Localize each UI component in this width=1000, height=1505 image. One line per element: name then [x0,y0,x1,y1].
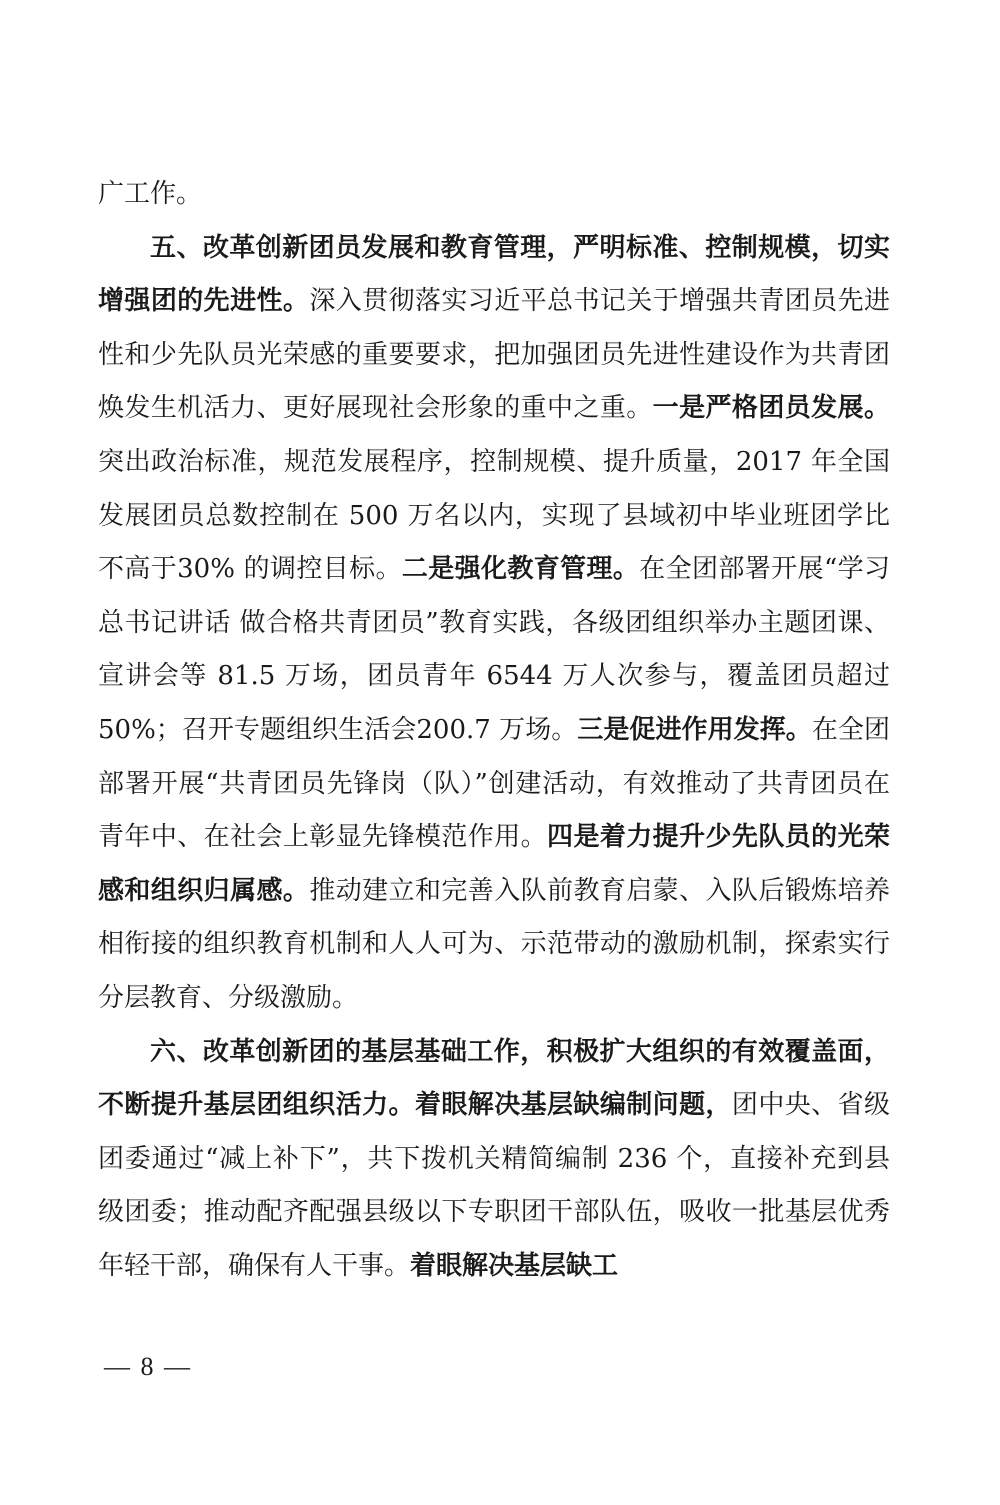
keyword-phrase: 二是强化教育管理。 [401,554,640,585]
paragraph-text: 在全团部署开展“共青团员先锋岗（队）”创建活动，有效推动了共青团员在青年中、在社会上彰显先锋模范作用。 [98,714,890,853]
keyword-phrase: 一是严格团员发展。 [652,393,890,424]
page-number: — 8 — [104,1352,192,1381]
paragraph-text: 深入贯彻落实习近平总书记关于增强共青团员先进性和少先队员光荣感的重要要求，把加强团员先进性建设作为共青团焕发生机活力、更好展现社会形象的重中之重。 [98,286,890,424]
paragraph-text: 广工作。 [98,179,203,209]
paragraph-continuation [98,168,890,222]
paragraph-section-five [98,222,890,1026]
keyword-phrase: 三是促进作用发挥。 [577,714,812,745]
paragraph-text: 团中央、省级团委通过“减上补下”，共下拨机关精简编制 236 个，直接补充到县级团委；推动配齐配强县级以下专职团干部队伍，吸收一批基层优秀年轻干部，确保有人干事。 [98,1090,890,1281]
keyword-phrase: 四是着力提升少先队员的光荣感和组织归属感。 [98,822,890,906]
section-heading: 五、改革创新团员发展和教育管理，严明标准、控制规模，切实增强团的先进性。 [98,232,890,317]
body-text [98,168,890,1293]
paragraph-text: 在全团部署开展“学习总书记讲话 做合格共青团员”教育实践，各级团组织举办主题团课、宣讲会等 81.5 万场，团员青年 6544 万人次参与，覆盖团员超过 50%；召开专题组织生活会200.7 万场。 [98,554,890,745]
section-heading: 六、改革创新团的基层基础工作，积极扩大组织的有效覆盖面，不断提升基层团组织活力。 [98,1036,890,1121]
paragraph-text: 突出政治标准，规范发展程序，控制规模、提升质量，2017 年全国发展团员总数控制在 500 万名以内，实现了县域初中毕业班团学比不高于30% 的调控目标。 [98,446,890,585]
paragraph-text: 推动建立和完善入队前教育启蒙、入队后锻炼培养相衔接的组织教育机制和人人可为、示范带动的激励机制，探索实行分层教育、分级激励。 [98,875,890,1013]
keyword-phrase: 着眼解决基层缺编制问题， [414,1090,732,1121]
paragraph-section-six [98,1026,890,1294]
keyword-phrase: 着眼解决基层缺工 [410,1250,619,1281]
